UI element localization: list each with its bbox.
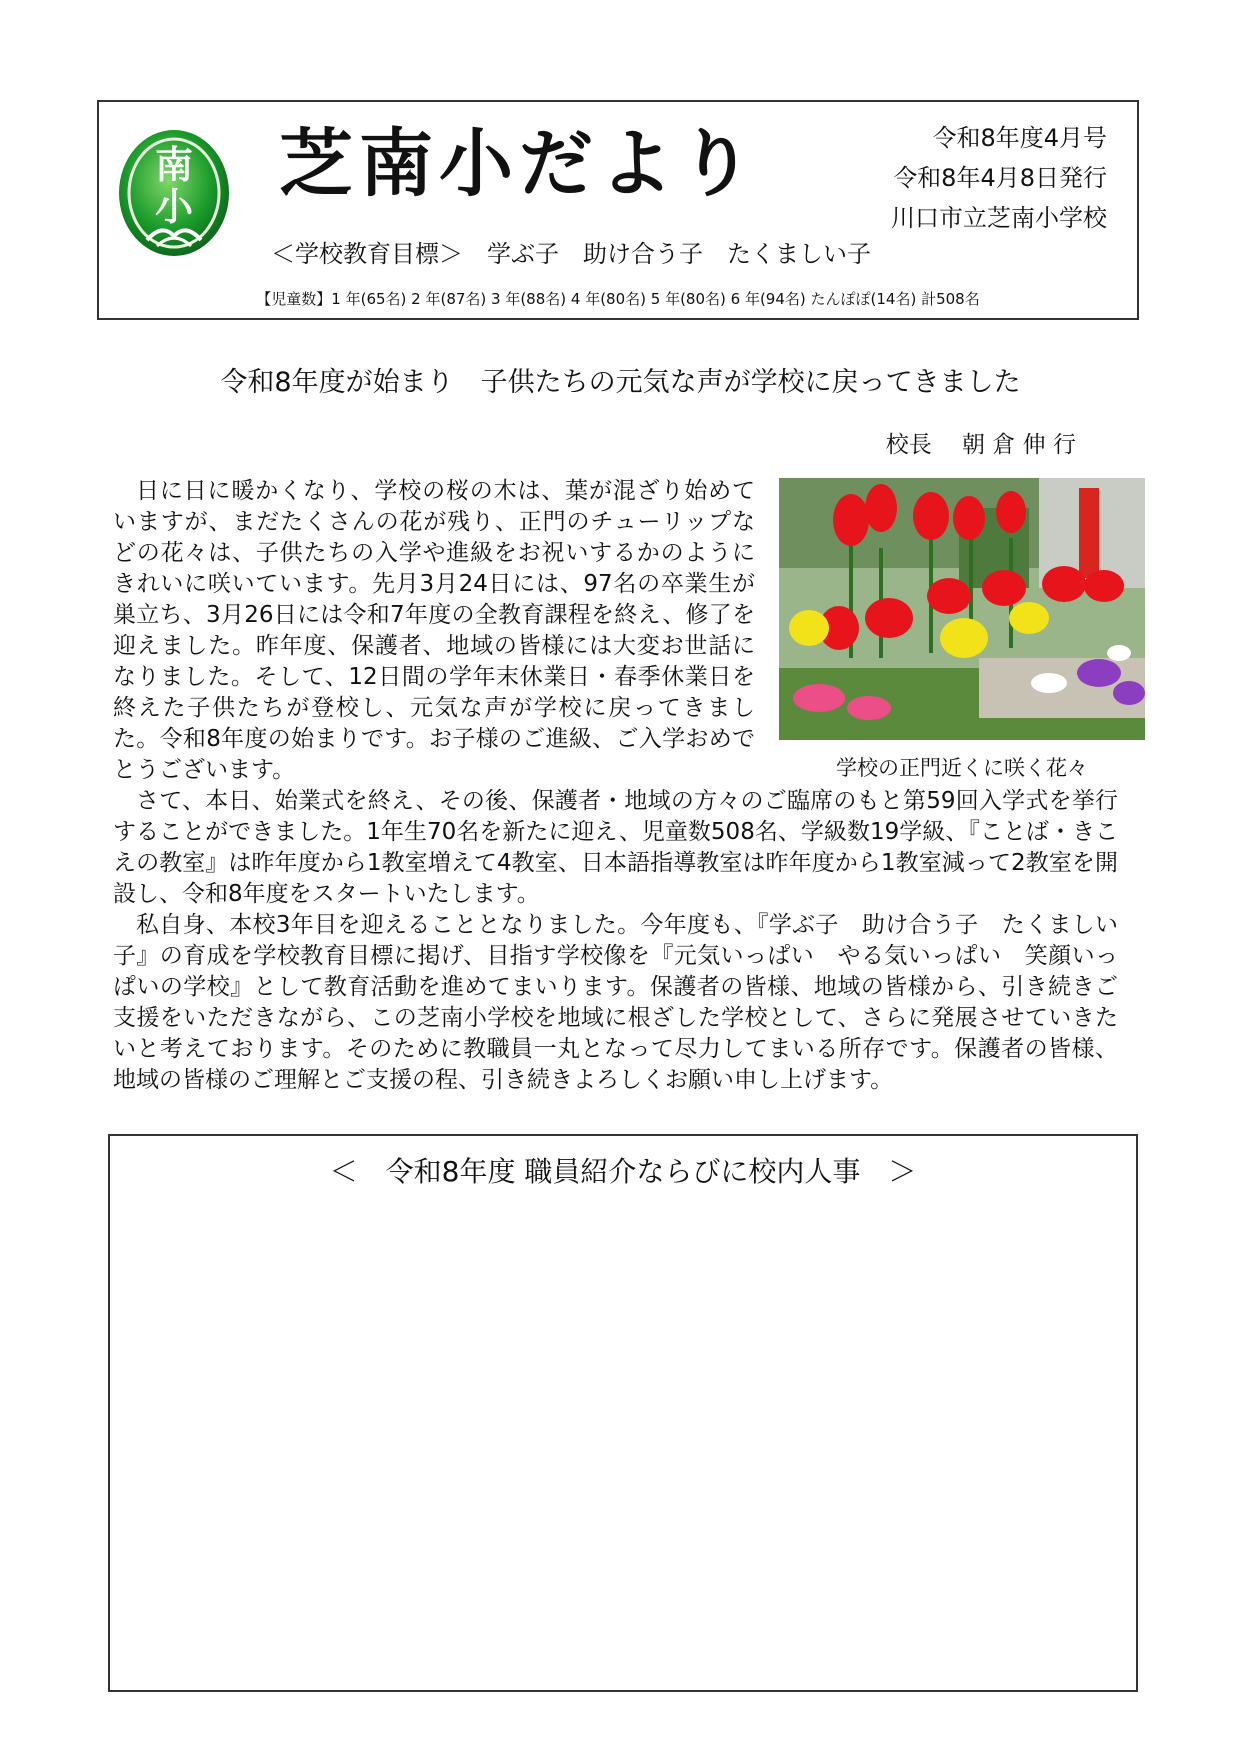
staff-section-title: ＜ 令和8年度 職員紹介ならびに校内人事 ＞	[329, 1155, 917, 1188]
enrollment-counts: 【児童数】1 年(65名) 2 年(87名) 3 年(88名) 4 年(80名) 5 年(80名) 6 年(94名) たんぽぽ(14名) 計508名	[256, 290, 980, 308]
svg-text:小: 小	[154, 185, 194, 229]
issue-number: 令和8年度4月号	[932, 124, 1107, 152]
photo-caption: 学校の正門近くに咲く花々	[836, 756, 1088, 780]
logo-text: 南	[154, 143, 194, 187]
issue-date: 令和8年4月8日発行	[893, 164, 1107, 192]
article-paragraph: 私自身、本校3年目を迎えることとなりました。今年度も、『学ぶ子 助け合う子 たくましい子』の育成を学校教育目標に掲げ、目指す学校像を『元気いっぱい やる気いっぱい 笑顔いっぱいの学校』として教育活動を進めてまいります。保護者の皆様、地域の皆様から、引き続きご支援をいただきながら、この芝南小学校を地域に根ざした学校として、さらに発展させていきたいと考えております。そのために教職員一丸となって尽力してまいる所存です。保護者の皆様、地域の皆様のご理解とご支援の程、引き続きよろしくお願い申し上げます。	[113, 912, 1118, 1093]
article-paragraph: 日に日に暖かくなり、学校の桜の木は、葉が混ざり始めていますが、まだたくさんの花が残り、正門のチューリップなどの花々は、子供たちの入学や進級をお祝いするかのようにきれいに咲いています。先月3月24日には、97名の卒業生が巣立ち、3月26日には令和7年度の全教育課程を終え、修了を迎えました。昨年度、保護者、地域の皆様には大変お世話になりました。そして、12日間の学年末休業日・春季休業日を終えた子供たちが登校し、元気な声が学校に戻ってきました。令和8年度の始まりです。お子様のご進級、ご入学おめでとうございます。	[113, 478, 755, 783]
article-headline: 令和8年度が始まり 子供たちの元気な声が学校に戻ってきました	[220, 367, 1021, 398]
newsletter-title: 芝南小だより	[279, 121, 759, 207]
school-name: 川口市立芝南小学校	[891, 204, 1107, 232]
issue-info	[891, 118, 1107, 238]
article-byline: 校長 朝 倉 伸 行	[885, 432, 1076, 458]
article-paragraph: さて、本日、始業式を終え、その後、保護者・地域の方々のご臨席のもと第59回入学式を挙行することができました。1年生70名を新たに迎え、児童数508名、学級数19学級、『ことば・きこえの教室』は昨年度から1教室増えて4教室、日本語指導教室は昨年度から1教室減って2教室を開設し、令和8年度をスタートいたします。	[113, 788, 1118, 907]
masthead-box	[97, 100, 1139, 320]
school-motto: ＜学校教育目標＞ 学ぶ子 助け合う子 たくましい子	[271, 240, 871, 268]
staff-section-box	[108, 1134, 1138, 1692]
school-logo	[117, 128, 231, 258]
tulip-photo	[779, 478, 1145, 740]
